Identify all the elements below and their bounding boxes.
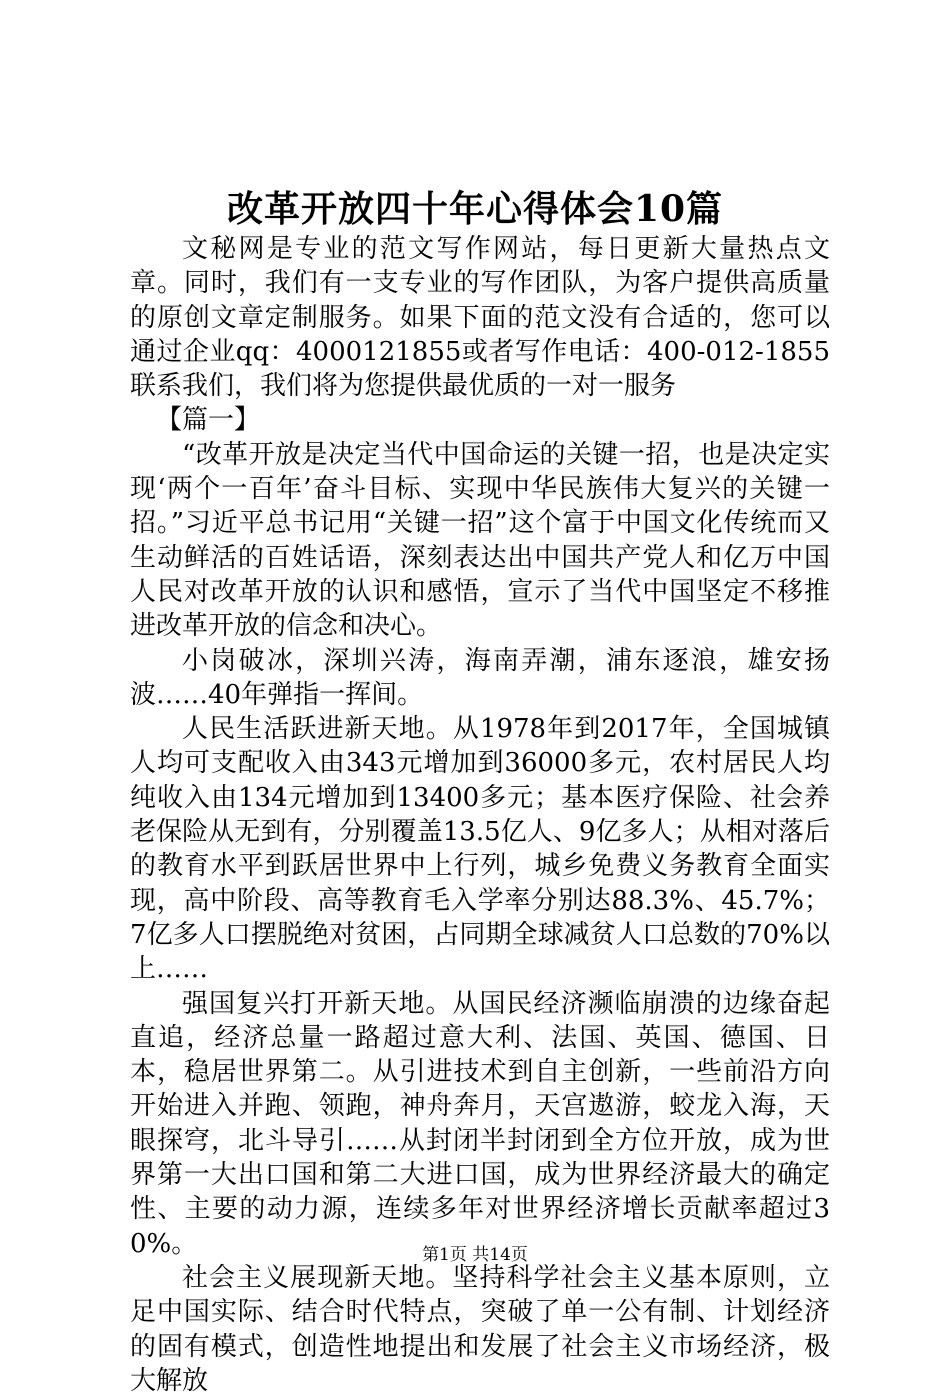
body-paragraph: 强国复兴打开新天地。从国民经济濒临崩溃的边缘奋起直追，经济总量一路超过意大利、法国、英国、德国、日本，稳居世界第二。从引进技术到自主创新，一些前沿方向开始进入并跑、领跑，神舟奔月，天宫遨游，蛟龙入海，天眼探穹，北斗导引……从封闭半封闭到全方位开放，成为世界第一大出口国和第二大进口国，成为世界经济最大的确定性、主要的动力源，连续多年对世界经济增长贡献率超过30%。 bbox=[130, 988, 830, 1259]
page-number-footer: 第1页 共14页 bbox=[422, 1245, 528, 1265]
body-paragraph: 小岗破冰，深圳兴涛，海南弄潮，浦东逐浪，雄安扬波……40年弹指一挥间。 bbox=[130, 645, 830, 710]
body-paragraph: 人民生活跃进新天地。从1978年到2017年，全国城镇人均可支配收入由343元增加到36000多元，农村居民人均纯收入由134元增加到13400多元；基本医疗保险、社会养老保险从无到有，分别覆盖13.5亿人、9亿多人；从相对落后的教育水平到跃居世界中上行列，城乡免费义务教育全面实现，高中阶段、高等教育毛入学率分别达88.3%、45.7%；7亿多人口摆脱绝对贫困，占同期全球减贫人口总数的70%以上…… bbox=[130, 714, 830, 985]
body-paragraph: “改革开放是决定当代中国命运的关键一招，也是决定实现‘两个一百年’奋斗目标、实现中华民族伟大复兴的关键一招。”习近平总书记用“关键一招”这个富于中国文化传统而又生动鲜活的百姓话语，深刻表达出中国共产党人和亿万中国人民对改革开放的认识和感悟，宣示了当代中国坚定不移推进改革开放的信念和决心。 bbox=[130, 439, 830, 642]
section-heading: 【篇一】 bbox=[156, 405, 261, 436]
body-paragraph: 社会主义展现新天地。坚持科学社会主义基本原则，立足中国实际、结合时代特点，突破了单一公有制、计划经济的固有模式，创造性地提出和发展了社会主义市场经济，极大解放 bbox=[130, 1262, 830, 1396]
document-body bbox=[130, 232, 830, 1398]
intro-paragraph: 文秘网是专业的范文写作网站，每日更新大量热点文章。同时，我们有一支专业的写作团队，为客户提供高质量的原创文章定制服务。如果下面的范文没有合适的，您可以通过企业qq：4000121855或者写作电话：400-012-1855联系我们，我们将为您提供最优质的一对一服务 bbox=[130, 234, 830, 402]
document-title: 改革开放四十年心得体会10篇 bbox=[226, 188, 724, 230]
